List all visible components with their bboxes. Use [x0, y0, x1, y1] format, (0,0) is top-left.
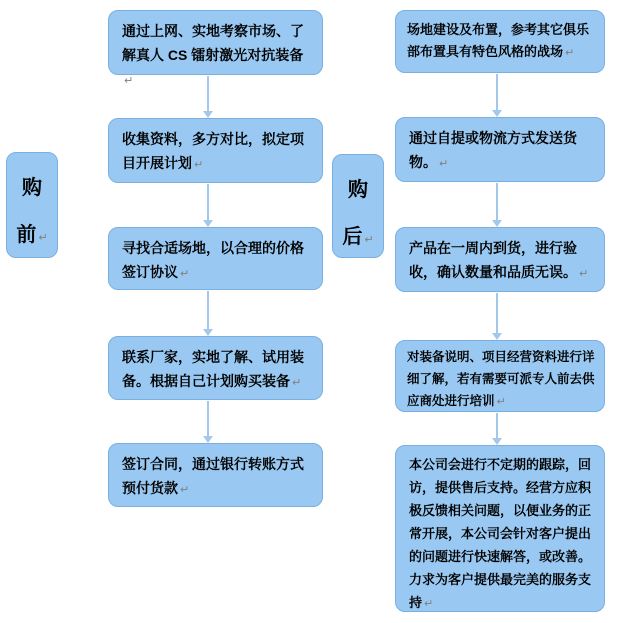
flow-arrow-down	[491, 183, 503, 227]
return-mark: ↵	[38, 232, 48, 244]
flow-step-box-left-4[interactable]	[108, 336, 323, 400]
return-mark: ↵	[565, 47, 575, 59]
return-mark: ↵	[579, 268, 589, 280]
flow-arrow-down	[491, 413, 503, 445]
step-text: 联系厂家，实地了解、试用装备。根据自己计划购买装备	[122, 349, 304, 389]
flow-step-box-left-5[interactable]	[108, 443, 323, 507]
step-text: 寻找合适场地，以合理的价格签订协议	[122, 240, 304, 280]
return-mark: ↵	[180, 268, 190, 280]
step-text: 通过自提或物流方式发送货物。	[409, 130, 577, 170]
phase-label-char: 购	[22, 177, 42, 199]
phase-label-before-purchase[interactable]	[6, 152, 58, 258]
flow-step-box-right-4[interactable]	[395, 340, 605, 412]
step-text: 通过上网、实地考察市场、了解真人 CS 镭射激光对抗装备	[122, 23, 304, 63]
flow-step-box-right-5[interactable]	[395, 445, 605, 612]
return-mark: ↵	[180, 484, 190, 496]
return-mark: ↵	[439, 158, 449, 170]
flow-step-box-left-1[interactable]	[108, 10, 323, 87]
flow-arrow-down	[202, 401, 214, 443]
return-mark: ↵	[424, 598, 434, 610]
step-text: 本公司会进行不定期的跟踪，回访，提供售后支持。经营方应积极反馈相关问题，以便业务的正常开展，本公司会针对客户提出的问题进行快速解答，或改善。力求为客户提供最完美的服务支持	[409, 457, 592, 610]
step-text: 签订合同，通过银行转账方式预付货款	[122, 456, 304, 496]
return-mark: ↵	[364, 234, 374, 246]
flow-step-box-right-3[interactable]	[395, 227, 605, 292]
phase-label-after-purchase[interactable]	[332, 154, 384, 258]
return-mark: ↵	[496, 396, 506, 408]
return-mark: ↵	[194, 159, 204, 171]
phase-label-char: 后 ↵	[342, 226, 374, 248]
step-text: 对装备说明、项目经营资料进行详细了解，若有需要可派专人前去供应商处进行培训	[407, 350, 595, 408]
flow-step-box-left-3[interactable]	[108, 227, 323, 290]
flow-arrow-down	[202, 76, 214, 118]
flow-arrow-down	[202, 291, 214, 336]
step-text: 场地建设及布置，参考其它俱乐部布置具有特色风格的战场	[407, 22, 590, 59]
phase-label-char: 购	[348, 179, 368, 201]
flow-step-box-right-1[interactable]	[395, 10, 605, 73]
flow-step-box-left-2[interactable]	[108, 118, 323, 183]
flow-arrow-down	[491, 74, 503, 117]
return-mark: ↵	[292, 377, 302, 389]
flow-step-box-right-2[interactable]	[395, 117, 605, 182]
step-text: 收集资料，多方对比，拟定项目开展计划	[122, 131, 304, 171]
step-text: 产品在一周内到货，进行验收，确认数量和品质无误。	[409, 240, 577, 280]
flow-arrow-down	[491, 293, 503, 340]
flow-arrow-down	[202, 184, 214, 227]
return-mark: ↵	[124, 75, 134, 87]
phase-label-char: 前 ↵	[16, 224, 48, 246]
